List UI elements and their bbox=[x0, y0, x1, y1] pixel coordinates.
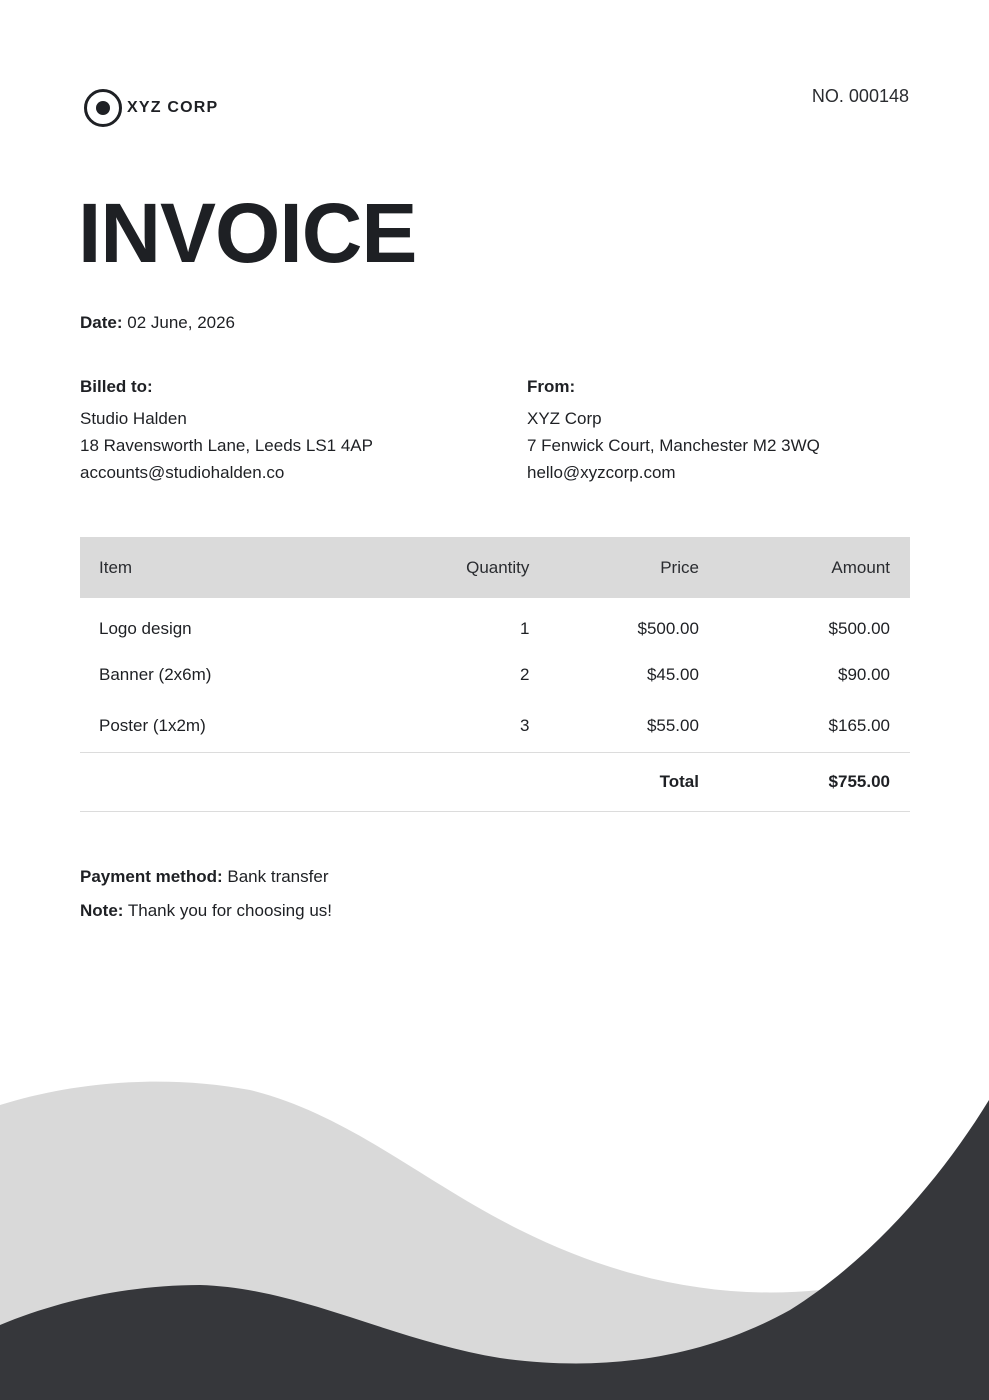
table-row bbox=[80, 700, 910, 753]
payment-method bbox=[80, 867, 328, 887]
quantity-cell: 2 bbox=[519, 664, 530, 684]
table-row bbox=[80, 598, 910, 649]
decorative-wave bbox=[0, 1060, 989, 1400]
note-label: Note: bbox=[80, 901, 124, 920]
total-value: $755.00 bbox=[699, 753, 910, 812]
billed-to-heading: Billed to: bbox=[80, 377, 153, 396]
column-header-amount: Amount bbox=[699, 537, 910, 598]
payment-method-value: Bank transfer bbox=[227, 867, 329, 886]
from-heading: From: bbox=[527, 377, 576, 396]
total-spacer bbox=[364, 753, 529, 812]
billed-to-email: accounts@studiohalden.co bbox=[80, 463, 285, 482]
items-table bbox=[80, 537, 910, 812]
item-cell: Poster (1x2m) bbox=[80, 700, 364, 753]
quantity-cell: 3 bbox=[364, 700, 529, 753]
price-cell: $45.00 bbox=[646, 664, 699, 684]
from-email: hello@xyzcorp.com bbox=[527, 463, 676, 482]
column-header-quantity: Quantity bbox=[364, 537, 529, 598]
price-cell: $500.00 bbox=[637, 618, 699, 638]
billed-to-address: 18 Ravensworth Lane, Leeds LS1 4AP bbox=[80, 436, 373, 455]
item-cell: Banner (2x6m) bbox=[99, 664, 212, 684]
amount-cell: $500.00 bbox=[828, 618, 890, 638]
note bbox=[80, 901, 332, 921]
item-cell: Logo design bbox=[99, 618, 192, 638]
date-label: Date: bbox=[80, 313, 123, 332]
quantity-cell: 1 bbox=[519, 618, 530, 638]
company-name: XYZ CORP bbox=[127, 99, 219, 116]
payment-method-label: Payment method: bbox=[80, 867, 223, 886]
date-value: 02 June, 2026 bbox=[127, 313, 236, 332]
billed-to-block bbox=[80, 373, 373, 486]
table-header-row bbox=[80, 537, 910, 598]
from-name: XYZ Corp bbox=[527, 409, 602, 428]
amount-cell: $90.00 bbox=[838, 664, 890, 684]
from-address: 7 Fenwick Court, Manchester M2 3WQ bbox=[527, 436, 820, 455]
total-row bbox=[80, 753, 910, 812]
total-label: Total bbox=[529, 753, 699, 812]
page-title: INVOICE bbox=[78, 186, 417, 280]
price-cell: $55.00 bbox=[529, 700, 699, 753]
table-row bbox=[80, 649, 910, 700]
total-spacer bbox=[80, 753, 364, 812]
amount-cell: $165.00 bbox=[699, 700, 910, 753]
from-block bbox=[527, 373, 820, 486]
invoice-date bbox=[80, 313, 235, 333]
invoice-number: NO. 000148 bbox=[811, 86, 909, 106]
column-header-item: Item bbox=[80, 537, 364, 598]
note-value: Thank you for choosing us! bbox=[127, 901, 332, 920]
company-logo bbox=[84, 89, 218, 127]
column-header-price: Price bbox=[529, 537, 699, 598]
billed-to-name: Studio Halden bbox=[80, 409, 187, 428]
logo-circle-icon bbox=[84, 89, 122, 127]
